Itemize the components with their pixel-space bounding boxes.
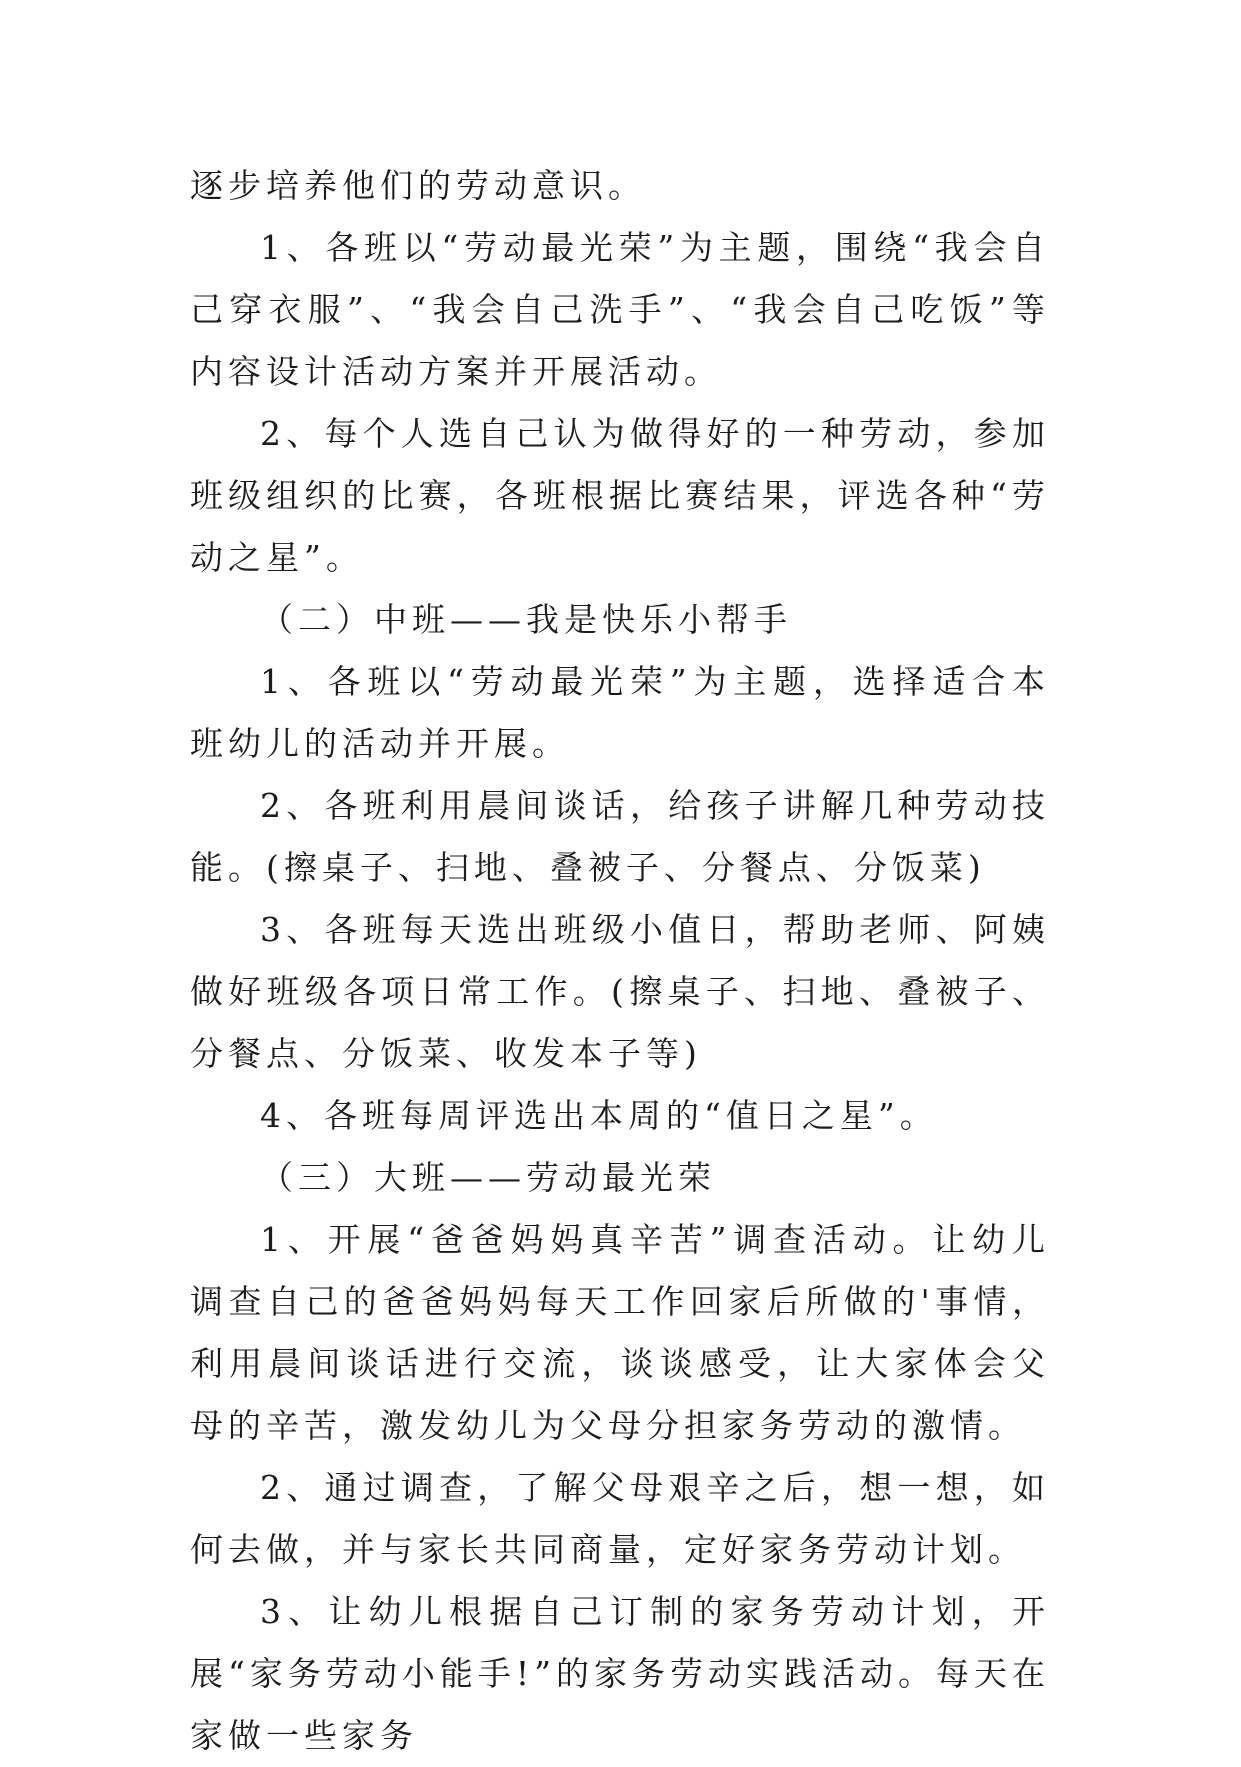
paragraph-continuation: 逐步培养他们的劳动意识。 (190, 166, 646, 205)
paragraph-middle-class-item-1: 1、各班以“劳动最光荣”为主题，选择适合本班幼儿的活动并开展。 (190, 662, 1050, 763)
section-heading-senior-class: （三）大班——劳动最光荣 (260, 1158, 716, 1197)
paragraph-middle-class-item-2: 2、各班利用晨间谈话，给孩子讲解几种劳动技能。(擦桌子、扫地、叠被子、分餐点、分饭菜) (190, 786, 1050, 887)
document-body (190, 155, 1050, 1767)
paragraph-senior-class-item-3: 3、让幼儿根据自己订制的家务劳动计划，开展“家务劳动小能手!”的家务劳动实践活动。每天在家做一些家务 (190, 1592, 1051, 1755)
paragraph-middle-class-item-3: 3、各班每天选出班级小值日，帮助老师、阿姨做好班级各项日常工作。(擦桌子、扫地、叠被子、分餐点、分饭菜、收发本子等) (190, 910, 1050, 1073)
paragraph-middle-class-item-4: 4、各班每周评选出本周的“值日之星”。 (260, 1096, 938, 1135)
paragraph-small-class-item-1: 1、各班以“劳动最光荣”为主题，围绕“我会自己穿衣服”、“我会自己洗手”、“我会自己吃饭”等内容设计活动方案并开展活动。 (190, 228, 1050, 391)
paragraph-senior-class-item-1: 1、开展“爸爸妈妈真辛苦”调查活动。让幼儿调查自己的爸爸妈妈每天工作回家后所做的'事情，利用晨间谈话进行交流，谈谈感受，让大家体会父母的辛苦，激发幼儿为父母分担家务劳动的激情。 (190, 1220, 1050, 1445)
section-heading-middle-class: （二）中班——我是快乐小帮手 (260, 600, 792, 639)
paragraph-senior-class-item-2: 2、通过调查，了解父母艰辛之后，想一想，如何去做，并与家长共同商量，定好家务劳动计划。 (190, 1468, 1050, 1569)
paragraph-small-class-item-2: 2、每个人选自己认为做得好的一种劳动，参加班级组织的比赛，各班根据比赛结果，评选各种“劳动之星”。 (190, 414, 1050, 577)
